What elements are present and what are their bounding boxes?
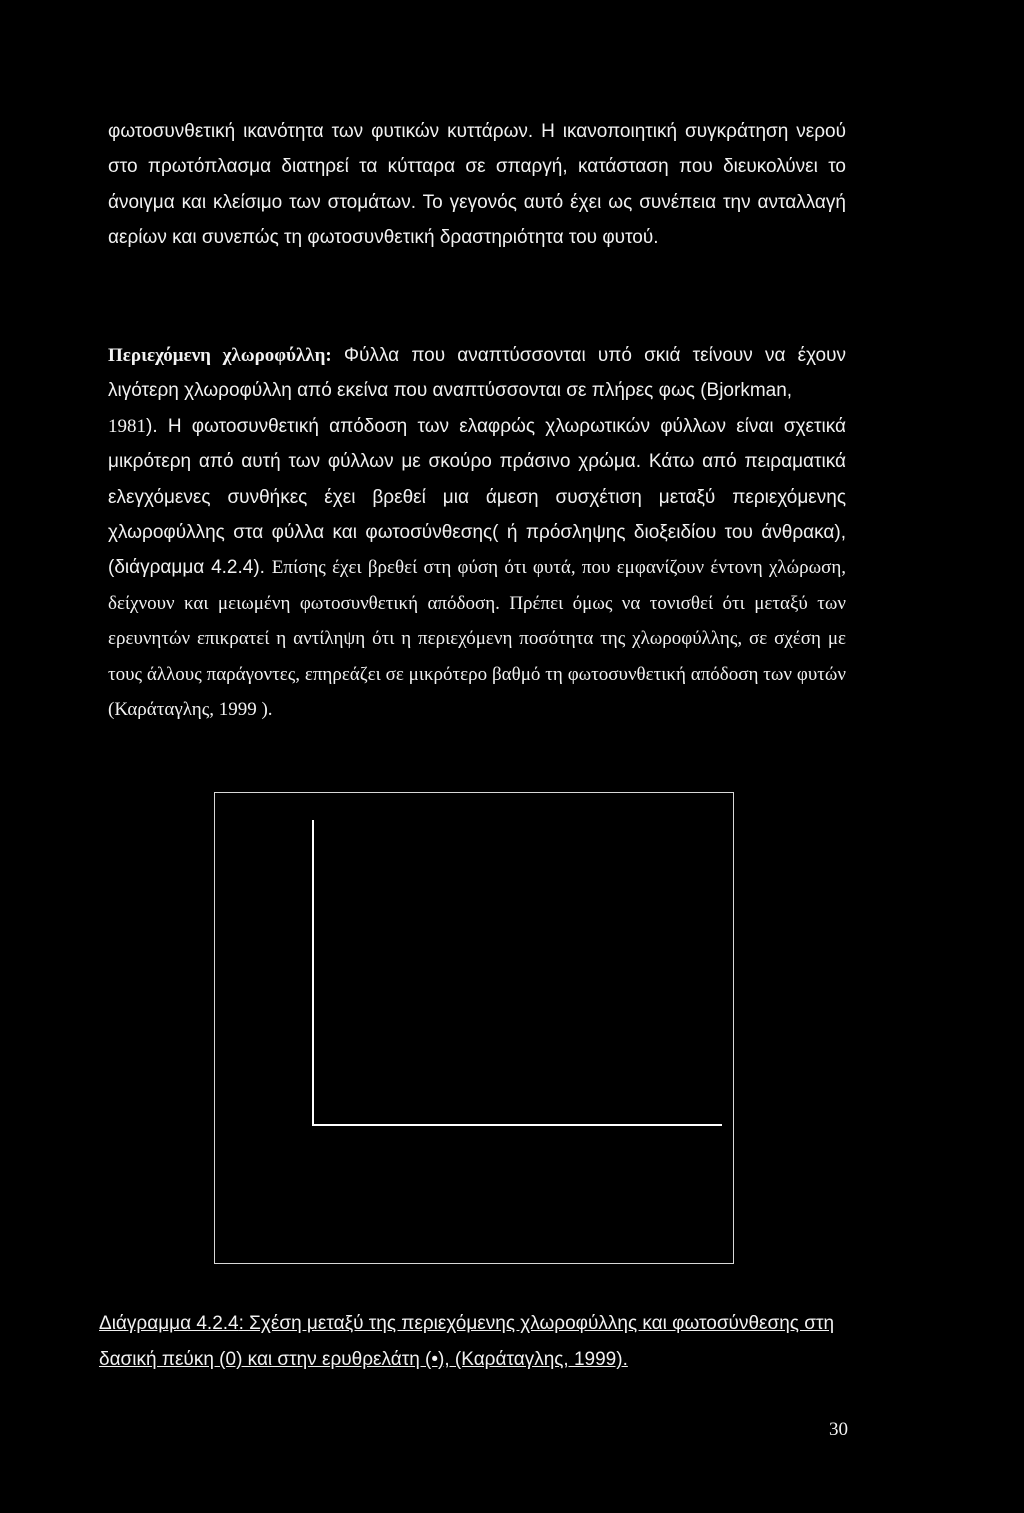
figure-caption-label: Διάγραμμα 4.2.4 [99, 1313, 239, 1334]
paragraph-text-part-b: ). Η φωτοσυνθετική απόδοση των ελαφρώς χλωρωτικών φύλλων είναι σχετικά μικρότερη από αυτή των φύλλων με σκούρο πράσινο χρώμα. Κάτω από πειραματικά ελεγχόμενες συνθήκες έχει βρεθεί μια άμεση συσχέτιση μεταξύ περιεχόμενης χλωροφύλλης στα φύλλα και φωτοσύνθεσης( ή πρόσληψης διοξειδίου του άνθρακα),(διάγραμμα 4.2.4). [108, 415, 846, 579]
paragraph-text-part-c: Επίσης έχει βρεθεί στη φύση ότι φυτά, που εμφανίζουν έντονη χλώρωση, δείχνουν και μειωμένη φωτοσυνθετική απόδοση. Πρέπει όμως να τονισθεί ότι μεταξύ των ερευνητών επικρατεί η αντίληψη ότι η περιεχόμενη ποσότητα της χλωροφύλλης, σε σχέση με τους άλλους παράγοντες, επηρεάζει σε μικρότερο βαθμό τη φωτοσυνθετική απόδοση των φυτών (Καράταγλης, 1999 ). [108, 557, 847, 721]
diagram-y-axis [312, 820, 314, 1126]
figure-caption-text: : Σχέση μεταξύ της περιεχόμενης χλωροφύλλης και φωτοσύνθεσης στη δασική πεύκη (0) και στην ερυθρελάτη (•), (Καράταγλης, 1999). [99, 1313, 835, 1370]
figure-caption [99, 1306, 847, 1378]
section-lead-heading: Περιεχόμενη χλωροφύλλη: [108, 345, 332, 366]
body-paragraph-photosynthetic-capacity [108, 114, 846, 256]
diagram-frame [214, 792, 734, 1264]
page-number: 30 [829, 1419, 848, 1440]
diagram-x-axis [312, 1124, 722, 1126]
citation-year: 1981 [108, 415, 146, 437]
body-paragraph-chlorophyll-content [108, 338, 846, 727]
paragraph-text: φωτοσυνθετική ικανότητα των φυτικών κυττάρων. Η ικανοποιητική συγκράτηση νερού στο πρωτόπλασμα διατηρεί τα κύτταρα σε σπαργή, κατάσταση που διευκολύνει το άνοιγμα και κλείσιμο των στομάτων. Το γεγονός αυτό έχει ως συνέπεια την ανταλλαγή αερίων και συνεπώς τη φωτοσυνθετική δραστηριότητα του φυτού. [108, 121, 846, 249]
paragraph-text-part-a: Φύλλα που αναπτύσσονται υπό σκιά τείνουν να έχουν λιγότερη χλωροφύλλη από εκείνα που αναπτύσσονται σε πλήρες φως (Bjorkman, [108, 345, 846, 402]
